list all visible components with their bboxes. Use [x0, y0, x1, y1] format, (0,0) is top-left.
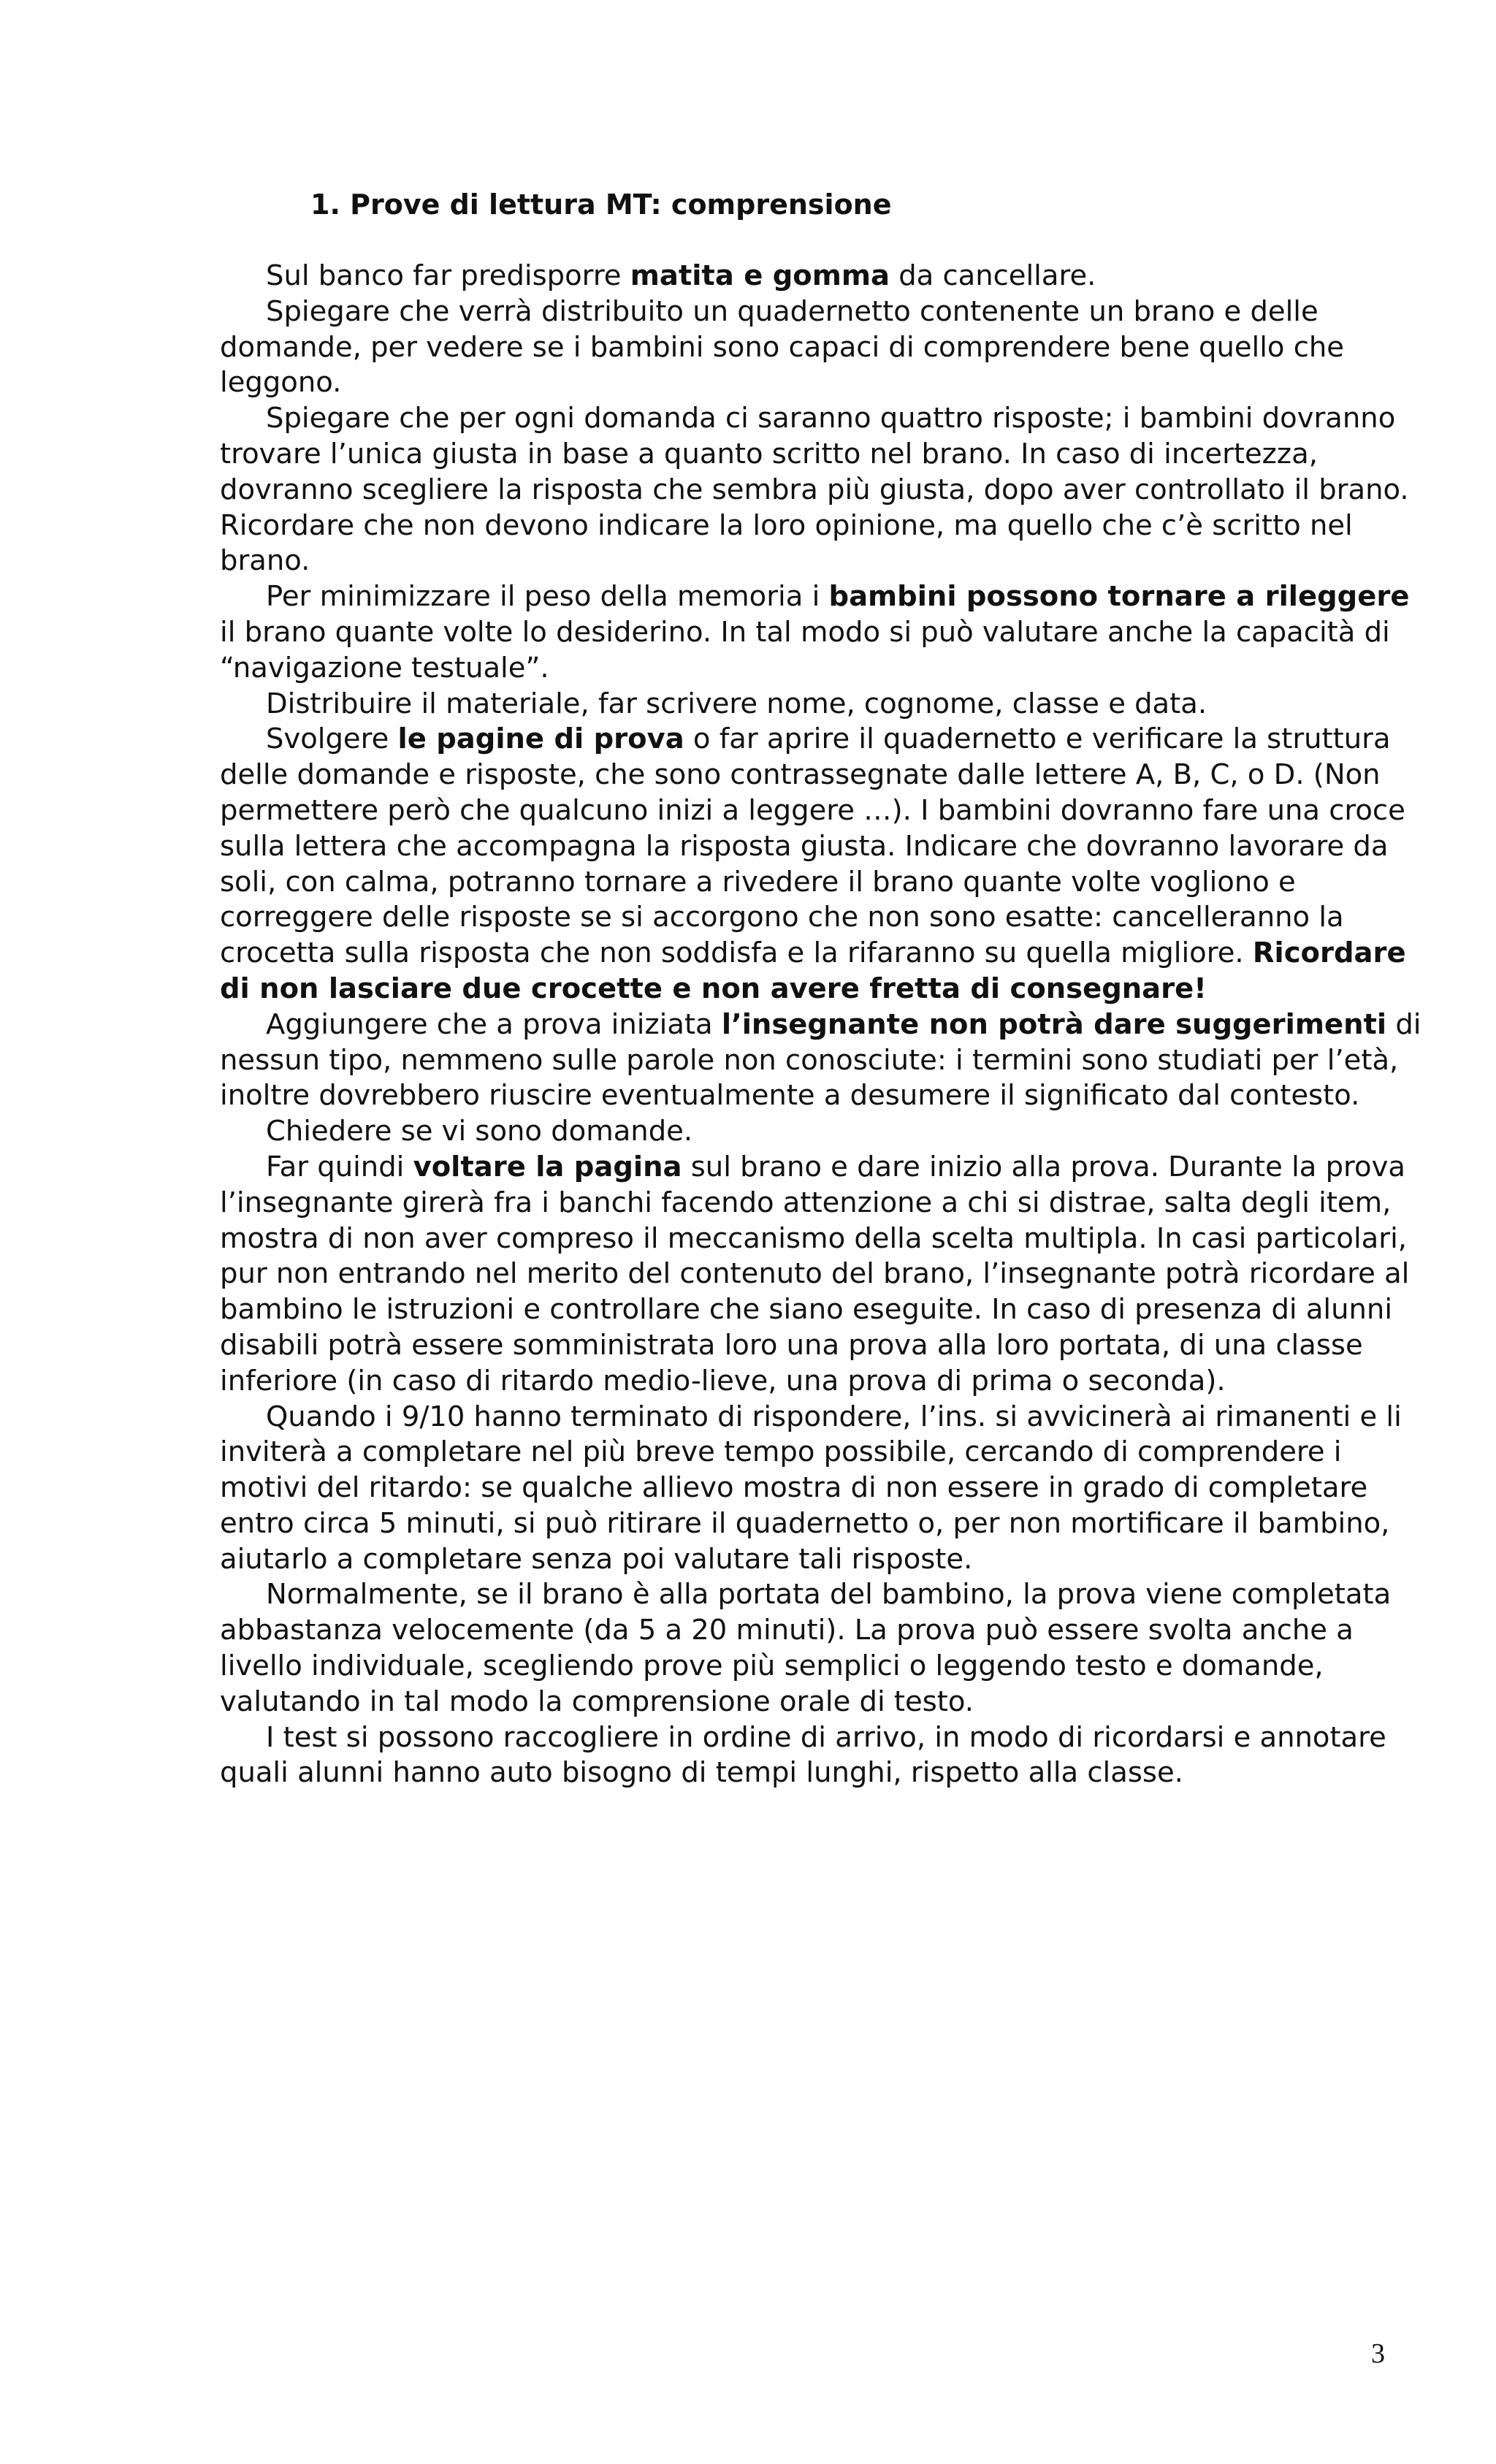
text-segment: Svolgere [266, 722, 398, 756]
paragraph [220, 1114, 1432, 1150]
paragraph [220, 1007, 1432, 1114]
paragraph [220, 401, 1432, 579]
bold-text: le pagine di prova [397, 722, 684, 756]
text-segment: Sul banco far predisporre [266, 259, 630, 292]
text-segment: Spiegare che verrà distribuito un quadernetto contenente un brano e delle domande, per vedere se i bambini sono capaci di comprendere bene quello che leggono. [220, 294, 1344, 400]
section-title: Prove di lettura MT: comprensione [350, 188, 892, 221]
section-number: 1. [310, 188, 340, 221]
text-segment: di nessun tipo, nemmeno sulle parole non conosciute: i termini sono studiati per l’età, inoltre dovrebbero riuscire eventualmente a desumere il significato dal contesto. [220, 1007, 1421, 1113]
text-segment: Chiedere se vi sono domande. [266, 1115, 693, 1148]
paragraph [220, 1400, 1432, 1578]
text-segment: da cancellare. [889, 259, 1096, 292]
page-number: 3 [1371, 2338, 1385, 2369]
text-segment: Quando i 9/10 hanno terminato di rispondere, l’ins. si avvicinerà ai rimanenti e li inviterà a completare nel più breve tempo possibile, cercando di comprendere i motivi del ritardo: se qualche allievo mostra di non essere in grado di completare entro circa 5 minuti, si può ritirare il quadernetto o, per non mortificare il bambino, aiutarlo a completare senza poi valutare tali risposte. [220, 1400, 1402, 1576]
text-segment: Far quindi [266, 1150, 413, 1183]
text-segment: il brano quante volte lo desiderino. In tal modo si può valutare anche la capacità di “navigazione testuale”. [220, 615, 1390, 684]
paragraph [220, 1720, 1432, 1792]
text-segment: Normalmente, se il brano è alla portata del bambino, la prova viene completata abbastanza velocemente (da 5 a 20 minuti). La prova può essere svolta anche a livello individuale, scegliendo prove più semplici o leggendo testo e domande, valutando in tal modo la comprensione orale di testo. [220, 1578, 1392, 1718]
paragraph [220, 259, 1432, 294]
instructions-body [220, 259, 1432, 1791]
text-segment: o far aprire il quadernetto e verificare la struttura delle domande e risposte, che sono contrassegnate dalle lettere A, B, C, o D. (Non permettere però che qualcuno inizi a leggere …). I bambini dovranno fare una croce sulla lettera che accompagna la risposta giusta. Indicare che dovranno lavorare da soli, con calma, potranno tornare a rivedere il brano quante volte vogliono e correggere delle risposte se si accorgono che non sono esatte: cancelleranno la crocetta sulla risposta che non soddisfa e la rifaranno su quella migliore. [220, 722, 1405, 970]
text-segment: Aggiungere che a prova iniziata [266, 1007, 722, 1041]
bold-text: Ricordare di non lasciare due crocette e non avere fretta di consegnare! [220, 937, 1406, 1005]
text-segment: Spiegare che per ogni domanda ci saranno quattro risposte; i bambini dovranno trovare l’unica giusta in base a quanto scritto nel brano. In caso di incertezza, dovranno scegliere la risposta che sembra più giusta, dopo aver controllato il brano. Ricordare che non devono indicare la loro opinione, ma quello che c’è scritto nel brano. [220, 402, 1409, 578]
bold-text: voltare la pagina [413, 1150, 682, 1183]
paragraph [220, 1577, 1432, 1720]
text-segment: Per minimizzare il peso della memoria i [266, 580, 829, 614]
text-segment: I test si possono raccogliere in ordine di arrivo, in modo di ricordarsi e annotare quali alunni hanno auto bisogno di tempi lunghi, rispetto alla classe. [220, 1720, 1386, 1790]
text-segment: sul brano e dare inizio alla prova. Durante la prova l’insegnante girerà fra i banchi facendo attenzione a chi si distrae, salta degli item, mostra di non aver compreso il meccanismo della scelta multipla. In casi particolari, pur non entrando nel merito del contenuto del brano, l’insegnante potrà ricordare al bambino le istruzioni e controllare che siano eseguite. In caso di presenza di alunni disabili potrà essere somministrata loro una prova alla loro portata, di una classe inferiore (in caso di ritardo medio-lieve, una prova di prima o seconda). [220, 1150, 1410, 1397]
paragraph [220, 294, 1432, 401]
section-heading [310, 188, 892, 221]
bold-text: matita e gomma [630, 259, 890, 292]
paragraph [220, 1150, 1432, 1400]
paragraph [220, 687, 1432, 722]
bold-text: bambini possono tornare a rileggere [828, 580, 1410, 614]
text-segment: Distribuire il materiale, far scrivere nome, cognome, classe e data. [266, 687, 1207, 720]
bold-text: l’insegnante non potrà dare suggerimenti [721, 1007, 1387, 1041]
paragraph [220, 579, 1432, 686]
paragraph [220, 722, 1432, 1007]
